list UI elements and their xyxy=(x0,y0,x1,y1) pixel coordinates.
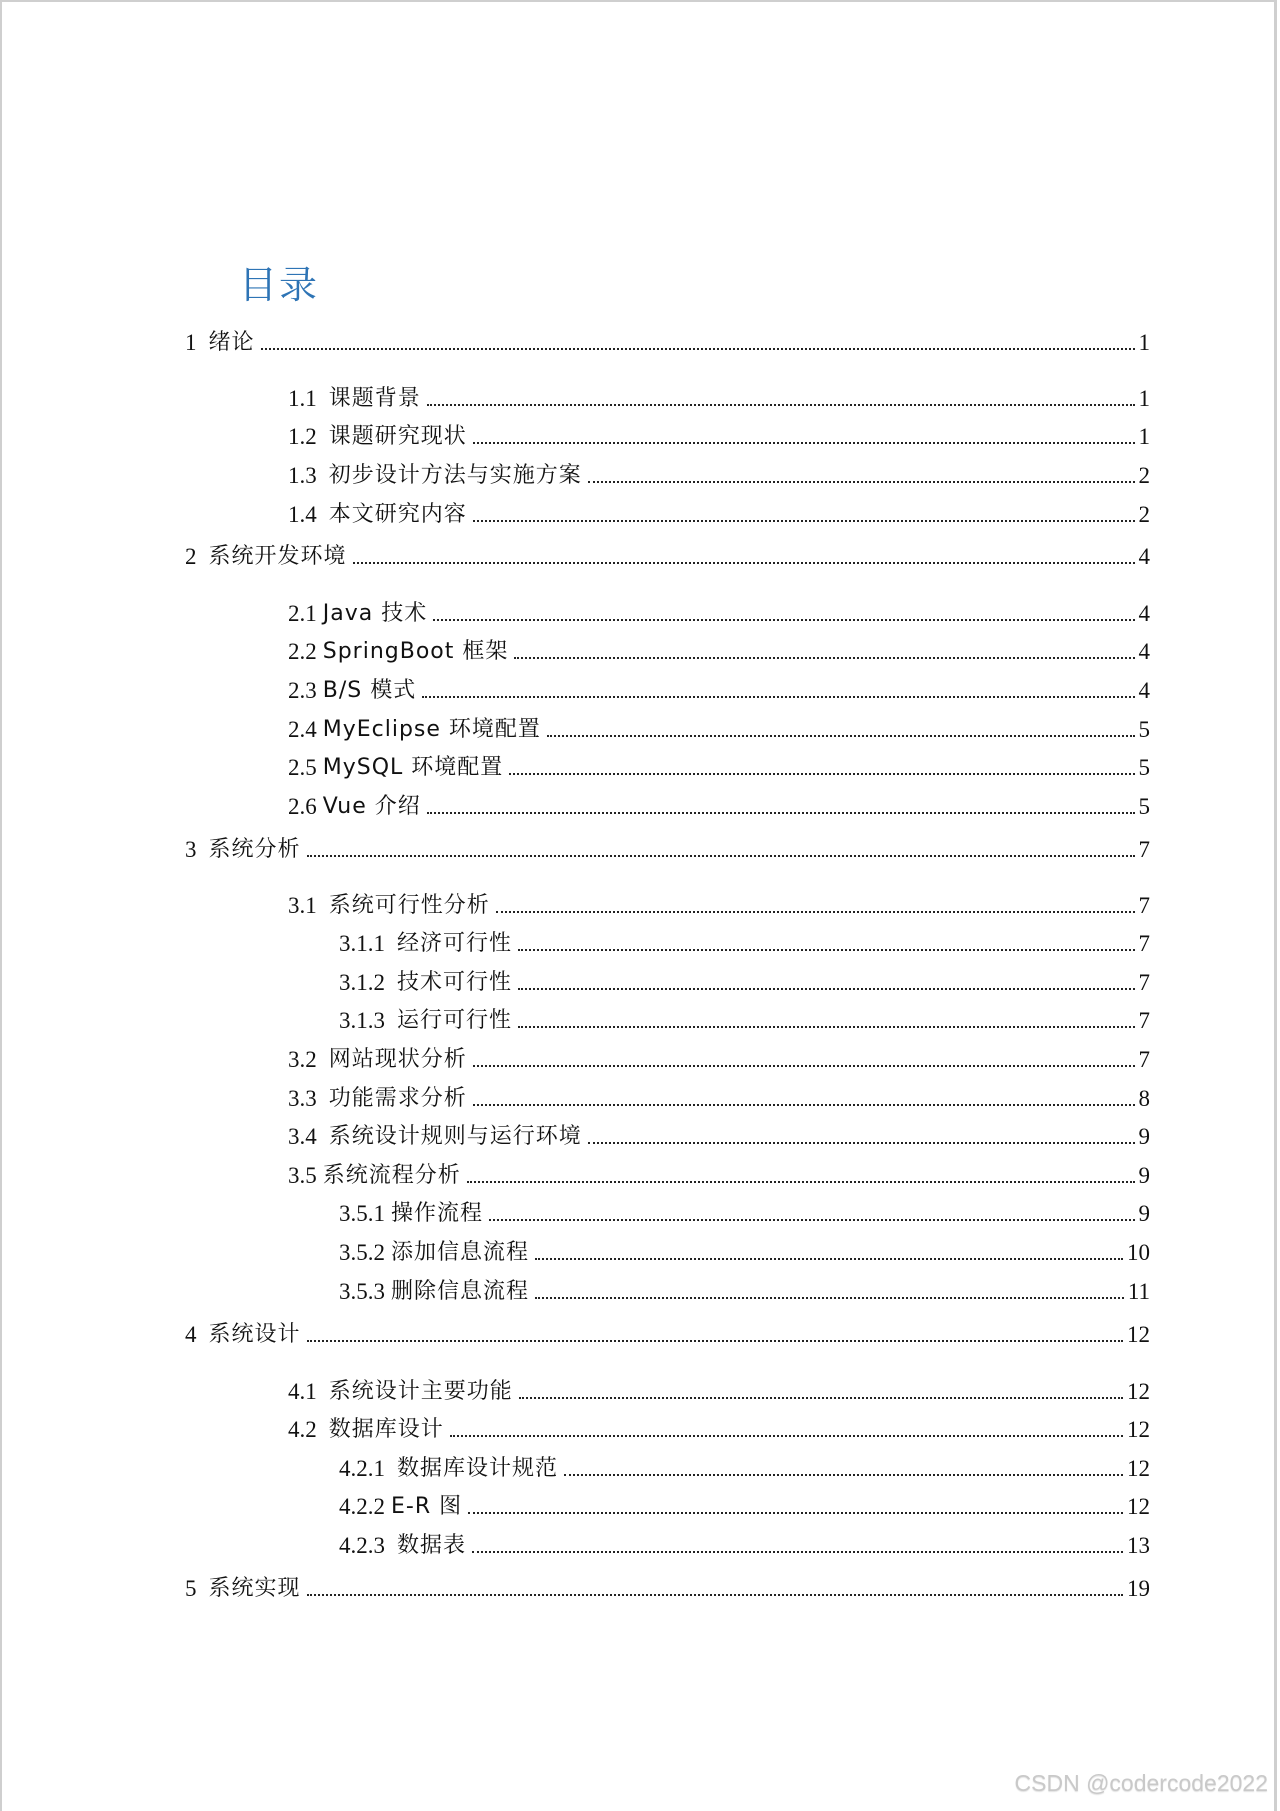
toc-entry-title: Java 技术 xyxy=(322,601,428,626)
toc-entry-title: 系统分析 xyxy=(208,837,301,862)
dot-leader xyxy=(518,988,1134,990)
toc-entry[interactable] xyxy=(288,384,1150,414)
toc-entry[interactable] xyxy=(288,461,1150,491)
toc-entry-number: 2.6 xyxy=(288,794,317,819)
toc-entry-title: 课题研究现状 xyxy=(328,424,467,449)
toc-entry-page-number: 2 xyxy=(1138,502,1150,527)
toc-entry-page-number: 12 xyxy=(1127,1322,1150,1347)
toc-entry-number: 3.5.3 xyxy=(339,1279,385,1304)
toc-entry[interactable] xyxy=(339,1454,1150,1484)
toc-entry-title: E-R 图 xyxy=(391,1494,463,1519)
toc-entry-number: 3.2 xyxy=(288,1047,317,1072)
toc-entry[interactable] xyxy=(288,1045,1150,1075)
toc-entry-number: 3.3 xyxy=(288,1086,317,1111)
toc-entry-title: Vue 介绍 xyxy=(322,794,421,819)
toc-entry[interactable] xyxy=(288,891,1150,921)
toc-entry[interactable] xyxy=(185,542,1150,572)
toc-entry-number: 3.1.3 xyxy=(339,1008,385,1033)
dot-leader xyxy=(427,812,1135,814)
toc-entry-page-number: 5 xyxy=(1138,794,1150,819)
toc-entry-number: 3.5.2 xyxy=(339,1240,385,1265)
dot-leader xyxy=(509,773,1134,775)
toc-entry-number: 3.5.1 xyxy=(339,1201,385,1226)
toc-entry[interactable] xyxy=(339,1238,1150,1268)
dot-leader xyxy=(518,1026,1134,1028)
toc-entry-title: 初步设计方法与实施方案 xyxy=(328,463,582,488)
dot-leader xyxy=(519,1397,1123,1399)
toc-entry-page-number: 7 xyxy=(1138,931,1150,956)
toc-entry-page-number: 9 xyxy=(1138,1201,1150,1226)
dot-leader xyxy=(433,619,1134,621)
toc-entry-number: 4.2.2 xyxy=(339,1494,385,1519)
toc-entry-number: 3.5 xyxy=(288,1163,317,1188)
toc-entry-number: 3.1.1 xyxy=(339,931,385,956)
toc-entry[interactable] xyxy=(185,835,1150,865)
toc-entry-number: 2.1 xyxy=(288,601,317,626)
toc-entry-number: 1.4 xyxy=(288,502,317,527)
toc-entry-title: SpringBoot 框架 xyxy=(322,639,509,664)
toc-entry-number: 3.1 xyxy=(288,893,317,918)
toc-entry-title: 网站现状分析 xyxy=(328,1047,467,1072)
dot-leader xyxy=(535,1297,1124,1299)
dot-leader xyxy=(489,1219,1134,1221)
toc-entry-title: 绪论 xyxy=(208,330,255,355)
dot-leader xyxy=(496,911,1135,913)
toc-entry[interactable] xyxy=(185,1320,1150,1350)
toc-entry[interactable] xyxy=(288,599,1150,629)
toc-entry[interactable] xyxy=(185,328,1150,358)
dot-leader xyxy=(450,1435,1123,1437)
toc-entry[interactable] xyxy=(288,500,1150,530)
toc-entry-title: 课题背景 xyxy=(328,386,421,411)
dot-leader xyxy=(467,1181,1135,1183)
toc-entry-page-number: 7 xyxy=(1138,837,1150,862)
toc-entry-page-number: 4 xyxy=(1138,678,1150,703)
toc-entry-title: 经济可行性 xyxy=(397,931,513,956)
toc-entry-page-number: 8 xyxy=(1138,1086,1150,1111)
dot-leader xyxy=(261,348,1135,350)
toc-entry-number: 4.2.1 xyxy=(339,1456,385,1481)
toc-entry-page-number: 7 xyxy=(1138,1047,1150,1072)
toc-entry-title: 功能需求分析 xyxy=(328,1086,467,1111)
toc-entry-title: 系统设计主要功能 xyxy=(328,1379,513,1404)
toc-entry[interactable] xyxy=(339,1492,1150,1522)
toc-entry[interactable] xyxy=(185,1574,1150,1604)
dot-leader xyxy=(514,657,1134,659)
toc-entry-title: 系统设计 xyxy=(208,1322,301,1347)
toc-entry-page-number: 4 xyxy=(1138,601,1150,626)
toc-entry-page-number: 5 xyxy=(1138,717,1150,742)
toc-entry-title: 运行可行性 xyxy=(397,1008,513,1033)
dot-leader xyxy=(473,442,1135,444)
dot-leader xyxy=(473,1065,1135,1067)
dot-leader xyxy=(535,1258,1123,1260)
toc-entry-number: 2.3 xyxy=(288,678,317,703)
toc-entry[interactable] xyxy=(288,792,1150,822)
toc-entry-page-number: 7 xyxy=(1138,1008,1150,1033)
dot-leader xyxy=(472,1551,1123,1553)
toc-entry[interactable] xyxy=(339,1277,1150,1307)
toc-entry-number: 4.2.3 xyxy=(339,1533,385,1558)
dot-leader xyxy=(564,1474,1123,1476)
toc-entry[interactable] xyxy=(288,1084,1150,1114)
toc-entry-page-number: 7 xyxy=(1138,970,1150,995)
dot-leader xyxy=(427,404,1135,406)
toc-entry[interactable] xyxy=(288,1415,1150,1445)
toc-entry-title: 本文研究内容 xyxy=(328,502,467,527)
toc-entry-title: 系统流程分析 xyxy=(322,1163,461,1188)
toc-entry-title: 添加信息流程 xyxy=(391,1240,530,1265)
toc-entry-title: 系统设计规则与运行环境 xyxy=(328,1124,582,1149)
watermark: CSDN @codercode2022 xyxy=(1014,1770,1268,1796)
toc-entry[interactable] xyxy=(288,753,1150,783)
toc-entry-title: 操作流程 xyxy=(391,1201,484,1226)
toc-entry-title: 数据表 xyxy=(397,1533,467,1558)
toc-entry-number: 1.2 xyxy=(288,424,317,449)
toc-entry-number: 1.1 xyxy=(288,386,317,411)
dot-leader xyxy=(518,949,1134,951)
toc-entry-page-number: 12 xyxy=(1127,1417,1150,1442)
dot-leader xyxy=(473,1104,1135,1106)
toc-entry-title: 数据库设计 xyxy=(328,1417,444,1442)
toc-entry-page-number: 12 xyxy=(1127,1456,1150,1481)
dot-leader xyxy=(588,1142,1135,1144)
toc-entry-page-number: 12 xyxy=(1127,1379,1150,1404)
toc-entry-page-number: 4 xyxy=(1138,544,1150,569)
toc-entry-number: 3.1.2 xyxy=(339,970,385,995)
toc-entry-title: MySQL 环境配置 xyxy=(322,755,504,780)
toc-entry-title: B/S 模式 xyxy=(322,678,417,703)
dot-leader xyxy=(307,855,1135,857)
toc-entry-number: 1 xyxy=(185,330,197,355)
toc-entry-title: MyEclipse 环境配置 xyxy=(322,717,541,742)
toc-entry-number: 4.1 xyxy=(288,1379,317,1404)
toc-entry-page-number: 4 xyxy=(1138,639,1150,664)
toc-entry[interactable] xyxy=(339,929,1150,959)
toc-entry-title: 技术可行性 xyxy=(397,970,513,995)
toc-entry-title: 删除信息流程 xyxy=(391,1279,530,1304)
toc-entry-number: 5 xyxy=(185,1576,197,1601)
toc-entry-page-number: 1 xyxy=(1138,386,1150,411)
toc-entry-number: 3.4 xyxy=(288,1124,317,1149)
dot-leader xyxy=(547,735,1135,737)
toc-entry-number: 2.2 xyxy=(288,639,317,664)
toc-entry-number: 4 xyxy=(185,1322,197,1347)
toc-entry[interactable] xyxy=(288,676,1150,706)
toc-entry[interactable] xyxy=(288,422,1150,452)
toc-entry-page-number: 9 xyxy=(1138,1124,1150,1149)
dot-leader xyxy=(353,562,1135,564)
toc-entry-number: 1.3 xyxy=(288,463,317,488)
toc-entry-title: 系统开发环境 xyxy=(208,544,347,569)
dot-leader xyxy=(307,1594,1123,1596)
dot-leader xyxy=(588,481,1135,483)
dot-leader xyxy=(473,520,1135,522)
dot-leader xyxy=(422,696,1134,698)
toc-entry-title: 系统可行性分析 xyxy=(328,893,490,918)
toc-entry[interactable] xyxy=(288,1122,1150,1152)
toc-entry-number: 2.4 xyxy=(288,717,317,742)
toc-entry[interactable] xyxy=(288,1377,1150,1407)
toc-entry-page-number: 9 xyxy=(1138,1163,1150,1188)
toc-entry-page-number: 11 xyxy=(1127,1279,1150,1304)
toc-entry-page-number: 1 xyxy=(1138,330,1150,355)
toc-entry-page-number: 2 xyxy=(1138,463,1150,488)
toc-title: 目录 xyxy=(239,263,320,307)
toc-entry-number: 2.5 xyxy=(288,755,317,780)
toc-entry-number: 2 xyxy=(185,544,197,569)
toc-entry-page-number: 13 xyxy=(1127,1533,1150,1558)
toc-entry[interactable] xyxy=(339,968,1150,998)
toc-entry-title: 系统实现 xyxy=(208,1576,301,1601)
toc-entry[interactable] xyxy=(339,1006,1150,1036)
toc-entry-page-number: 1 xyxy=(1138,424,1150,449)
toc-entry-number: 4.2 xyxy=(288,1417,317,1442)
toc-entry-page-number: 5 xyxy=(1138,755,1150,780)
toc-entry-page-number: 7 xyxy=(1138,893,1150,918)
toc-entry-page-number: 19 xyxy=(1127,1576,1150,1601)
toc-entry[interactable] xyxy=(339,1531,1150,1561)
toc-entry-page-number: 12 xyxy=(1127,1494,1150,1519)
toc-entry-page-number: 10 xyxy=(1127,1240,1150,1265)
toc-entry[interactable] xyxy=(339,1199,1150,1229)
toc-entry[interactable] xyxy=(288,715,1150,745)
dot-leader xyxy=(468,1512,1123,1514)
dot-leader xyxy=(307,1340,1123,1342)
toc-entry-title: 数据库设计规范 xyxy=(397,1456,559,1481)
toc-entry[interactable] xyxy=(288,637,1150,667)
toc-entry[interactable] xyxy=(288,1161,1150,1191)
toc-entry-number: 3 xyxy=(185,837,197,862)
